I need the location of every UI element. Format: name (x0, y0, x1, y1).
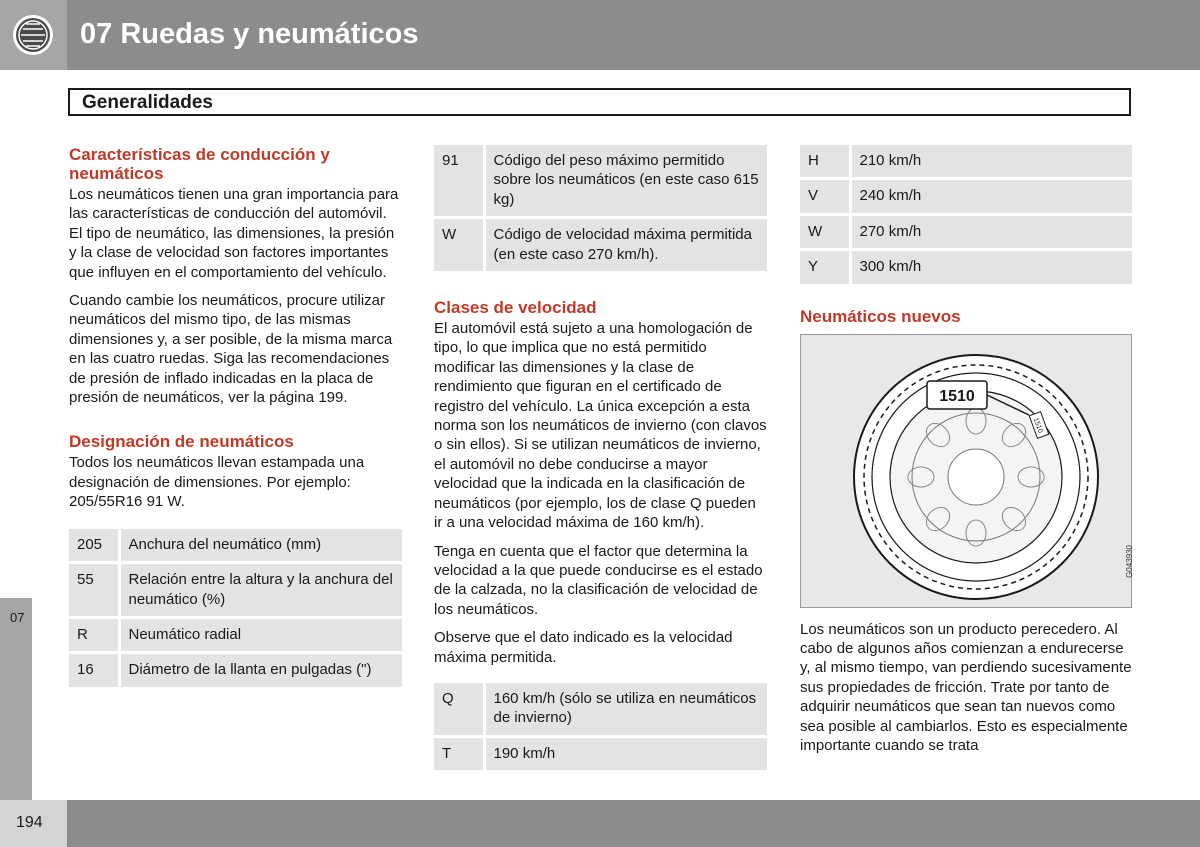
table-value: 300 km/h (850, 250, 1132, 285)
table-row (434, 736, 767, 771)
table-value: Código de velocidad máxima permitida (en este caso 270 km/h). (484, 218, 767, 273)
section-heading-box (68, 88, 1131, 116)
chapter-title-bar (67, 0, 1200, 70)
tire-illustration (801, 335, 1131, 607)
table-row (69, 617, 402, 652)
table-row (800, 179, 1132, 214)
table-key: W (800, 214, 850, 249)
sidewall-date-stamp: 1510 (1031, 416, 1044, 434)
table-key: V (800, 179, 850, 214)
chapter-icon-box (0, 0, 67, 70)
table-row (69, 563, 402, 618)
table-value: Relación entre la altura y la anchura del neumático (%) (119, 563, 402, 618)
paragraph: Observe que el dato indicado es la velocidad máxima permitida. (434, 629, 733, 666)
table-value: Diámetro de la llanta en pulgadas (") (119, 653, 402, 688)
table-value: Neumático radial (119, 617, 402, 652)
table-row (800, 145, 1132, 179)
designation-table (69, 529, 402, 690)
column-3 (800, 145, 1132, 764)
table-key: Q (434, 683, 484, 736)
column-2 (434, 145, 767, 773)
paragraph: Los neumáticos tienen una gran importancia para las características de conducción del automóvil. El tipo de neumático, las dimensiones, la presión y la clase de velocidad son factores importantes que influyen en el comportamiento del vehículo. (69, 186, 399, 281)
chapter-side-tab-number: 07 (10, 610, 25, 625)
table-key: 91 (434, 145, 484, 218)
page-number: 194 (16, 814, 43, 831)
footer-left (0, 800, 67, 847)
table-value: 190 km/h (484, 736, 767, 771)
table-key: 16 (69, 653, 119, 688)
tire-date-figure (800, 334, 1132, 608)
paragraph: Tenga en cuenta que el factor que determina la velocidad a la que puede conducirse es el estado de la calzada, no la clasificación de velocidad de los neumáticos. (434, 542, 763, 618)
load-speed-code-table (434, 145, 767, 274)
heading-tire-designation: Designación de neumáticos (69, 432, 294, 452)
section-title: Generalidades (82, 92, 213, 113)
table-key: 55 (69, 563, 119, 618)
table-value: 270 km/h (850, 214, 1132, 249)
column-1 (69, 145, 402, 690)
table-row (800, 250, 1132, 285)
footer-bar (67, 800, 1200, 847)
table-key: R (69, 617, 119, 652)
heading-speed-classes: Clases de velocidad (434, 298, 597, 318)
chapter-title: 07 Ruedas y neumáticos (80, 18, 419, 50)
table-key: 205 (69, 529, 119, 563)
table-row (69, 653, 402, 688)
table-key: T (434, 736, 484, 771)
paragraph: El automóvil está sujeto a una homologación de tipo, lo que implica que no está permitido modificar las dimensiones y la clase de rendimiento que figuran en el certificado de registro del vehículo. La única excepción a esta norma son los neumáticos de invierno (con clavos o sin ellos). Si se utilizan neumáticos de invierno, el automóvil no debe conducirse a mayor velocidad que la indicada en la clasificación de neumáticos (por ejemplo, los de clase Q pueden ir a una velocidad máxima de 160 km/h). (434, 320, 767, 532)
table-value: 210 km/h (850, 145, 1132, 179)
table-value: 240 km/h (850, 179, 1132, 214)
heading-driving-characteristics: Características de conducción y neumáticos (69, 145, 330, 183)
table-row (434, 145, 767, 218)
paragraph: Cuando cambie los neumáticos, procure utilizar neumáticos del mismo tipo, de las mismas dimensiones y, a ser posible, de la misma marca en las cuatro ruedas. Siga las recomendaciones de presión de inflado indicadas en la placa de presión de neumáticos, ver la página 199. (69, 292, 393, 407)
table-row (69, 529, 402, 563)
speed-class-table-continued (800, 145, 1132, 287)
table-row (434, 683, 767, 736)
table-key: W (434, 218, 484, 273)
date-code-callout: 1510 (939, 387, 975, 405)
table-row (800, 214, 1132, 249)
paragraph: Todos los neumáticos llevan estampada una designación de dimensiones. Por ejemplo: 205/55R16 91 W. (69, 454, 365, 511)
table-row (434, 218, 767, 273)
table-value: Anchura del neumático (mm) (119, 529, 402, 563)
table-key: H (800, 145, 850, 179)
tire-icon (12, 14, 54, 56)
table-key: Y (800, 250, 850, 285)
heading-new-tires: Neumáticos nuevos (800, 306, 961, 326)
table-value: 160 km/h (sólo se utiliza en neumáticos de invierno) (484, 683, 767, 736)
chapter-side-tab (0, 598, 32, 800)
table-value: Código del peso máximo permitido sobre los neumáticos (en este caso 615 kg) (484, 145, 767, 218)
paragraph: Los neumáticos son un producto perecedero. Al cabo de algunos años comienzan a endurecerse y, al mismo tiempo, van perdiendo sucesivamente sus propiedades de fricción. Trate por tanto de adquirir neumáticos que sean tan nuevos como sea posible al cambiarlos. Esto es especialmente importante cuando se trata (800, 620, 1132, 755)
speed-class-table (434, 683, 767, 773)
figure-code: G043930 (1125, 544, 1134, 578)
